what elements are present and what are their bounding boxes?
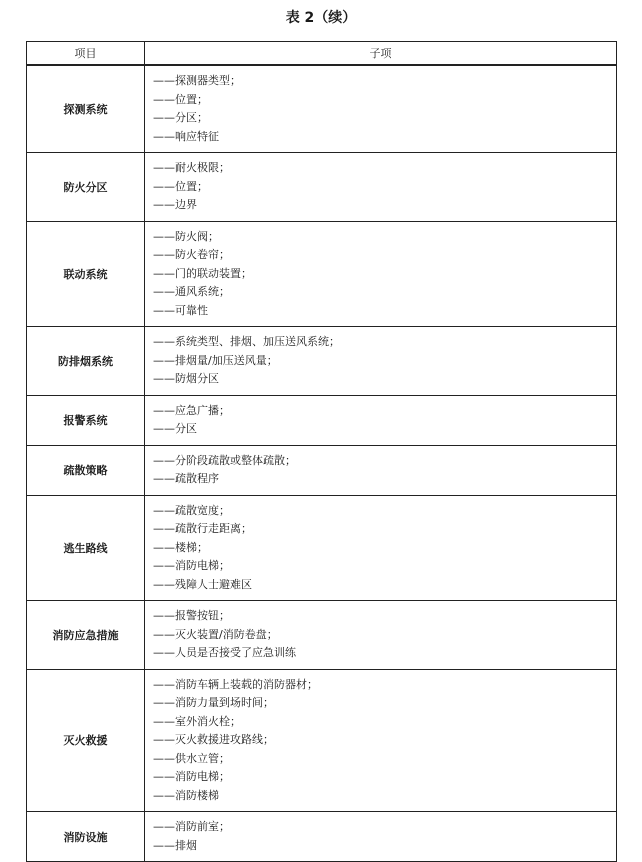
subitem-line: ——排烟 <box>153 838 197 852</box>
subitem-line: ——边界 <box>153 198 197 211</box>
subitem-line: ——耐火极限； <box>153 161 230 174</box>
row-subitems <box>145 812 617 862</box>
table-row <box>27 601 617 670</box>
table-body <box>27 65 617 862</box>
row-subitems <box>145 153 617 222</box>
subitem-line: ——室外消火栓； <box>153 714 241 728</box>
subitem-line: ——响应特征 <box>153 129 219 143</box>
row-item: 消防应急措施 <box>27 601 145 670</box>
row-subitems <box>145 395 617 445</box>
subitem-line: ——分区 <box>153 422 197 435</box>
table-row <box>27 812 617 862</box>
table-row <box>27 445 617 495</box>
subitem-line: ——消防电梯； <box>153 770 230 783</box>
subitem-line: ——通风系统； <box>153 285 230 298</box>
subitem-line: ——灭火救援进攻路线； <box>153 733 274 746</box>
header-subitem: 子项 <box>145 42 617 66</box>
table-caption: 表 2（续） <box>285 10 357 26</box>
table-row <box>27 153 617 222</box>
subitem-line: ——疏散宽度； <box>153 503 230 517</box>
subitem-line: ——位置； <box>153 179 208 193</box>
subitem-line: ——楼梯； <box>153 540 208 554</box>
subitem-line: ——消防电梯； <box>153 559 230 572</box>
subitem-line: ——消防力量到场时间； <box>153 696 274 709</box>
row-item: 联动系统 <box>27 221 145 327</box>
subitem-line: ——疏散程序 <box>153 472 219 485</box>
header-item: 项目 <box>27 42 145 66</box>
subitem-line: ——防火阀； <box>153 229 219 243</box>
table-header-row <box>27 42 617 66</box>
subitem-line: ——防烟分区 <box>153 372 219 385</box>
table-row <box>27 327 617 396</box>
subitem-line: ——消防前室； <box>153 820 230 833</box>
table-row <box>27 495 617 601</box>
row-item: 报警系统 <box>27 395 145 445</box>
row-subitems <box>145 221 617 327</box>
subitem-line: ——人员是否接受了应急训练 <box>153 646 296 659</box>
fire-safety-table <box>26 41 617 862</box>
subitem-line: ——防火卷帘； <box>153 248 230 261</box>
subitem-line: ——残障人士避难区 <box>153 577 252 591</box>
subitem-line: ——灭火装置/消防卷盘； <box>153 627 278 641</box>
subitem-line: ——消防楼梯 <box>153 788 219 802</box>
row-item: 疏散策略 <box>27 445 145 495</box>
row-item: 消防设施 <box>27 812 145 862</box>
subitem-line: ——探测器类型； <box>153 74 241 87</box>
row-subitems <box>145 327 617 396</box>
subitem-line: ——供水立管； <box>153 751 230 765</box>
row-item: 逃生路线 <box>27 495 145 601</box>
row-item: 防火分区 <box>27 153 145 222</box>
row-item: 探测系统 <box>27 65 145 153</box>
subitem-line: ——排烟量/加压送风量； <box>153 353 278 367</box>
subitem-line: ——消防车辆上装载的消防器材； <box>153 677 318 691</box>
subitem-line: ——位置； <box>153 92 208 106</box>
table-row <box>27 395 617 445</box>
subitem-line: ——应急广播； <box>153 403 230 417</box>
table-row <box>27 221 617 327</box>
row-subitems <box>145 65 617 153</box>
row-subitems <box>145 495 617 601</box>
row-subitems <box>145 445 617 495</box>
subitem-line: ——系统类型、排烟、加压送风系统； <box>153 335 340 348</box>
row-subitems <box>145 601 617 670</box>
row-item: 防排烟系统 <box>27 327 145 396</box>
table-row <box>27 669 617 812</box>
subitem-line: ——分区； <box>153 111 208 124</box>
table-row <box>27 65 617 153</box>
subitem-line: ——分阶段疏散或整体疏散； <box>153 453 296 467</box>
subitem-line: ——报警按钮； <box>153 609 230 622</box>
subitem-line: ——疏散行走距离； <box>153 522 252 535</box>
row-item: 灭火救援 <box>27 669 145 812</box>
row-subitems <box>145 669 617 812</box>
subitem-line: ——门的联动装置； <box>153 266 252 280</box>
subitem-line: ——可靠性 <box>153 303 208 317</box>
